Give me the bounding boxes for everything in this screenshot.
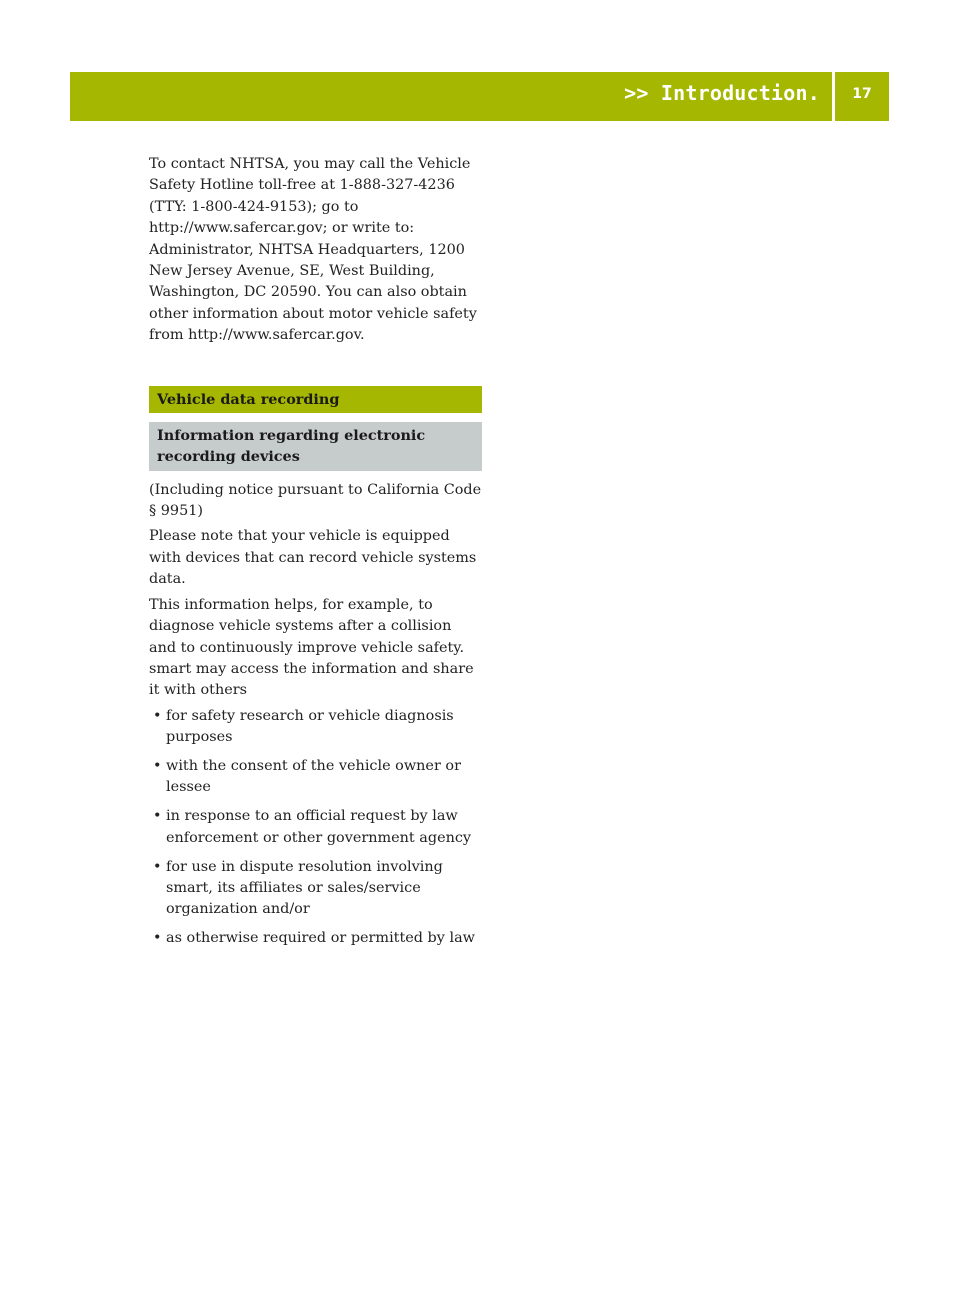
bullet-icon: •	[153, 930, 162, 947]
bullet-icon: •	[153, 707, 162, 724]
section-heading: Vehicle data recording	[149, 386, 482, 413]
list-item-text: with the consent of the vehicle owner or lessee	[166, 758, 461, 796]
page-number: 17	[852, 86, 872, 102]
paragraph-legal-notice: (Including notice pursuant to California Code § 9951)	[149, 481, 482, 520]
bullet-icon: •	[153, 758, 162, 775]
list-item-text: in response to an official request by law enforcement or other government agency	[166, 808, 472, 846]
paragraph-sharing: smart may access the information and share it with others	[149, 660, 474, 699]
list-item-text: for use in dispute resolution involving smart, its affiliates or sales/service organization and/or	[166, 858, 443, 918]
page-number-box	[835, 72, 889, 121]
subsection-heading: Information regarding electronic recording devices	[149, 422, 482, 471]
header-bar	[70, 72, 832, 121]
section-title: >> Introduction.	[624, 81, 820, 105]
list-item	[149, 806, 482, 849]
list-item	[149, 756, 482, 799]
list-item	[149, 928, 482, 949]
list-item-text: as otherwise required or permitted by law	[166, 930, 475, 947]
paragraph-purpose: This information helps, for example, to diagnose vehicle systems after a collision and to continuously improve vehicle safety.	[149, 596, 465, 656]
content-column	[149, 154, 482, 957]
bullet-icon: •	[153, 858, 162, 875]
bullet-icon: •	[153, 808, 162, 825]
bullet-list	[149, 706, 482, 950]
paragraph-devices: Please note that your vehicle is equipped with devices that can record vehicle systems data.	[149, 528, 477, 588]
intro-paragraph: To contact NHTSA, you may call the Vehicle Safety Hotline toll-free at 1-888-327-4236 (TTY: 1-800-424-9153); go to http://www.safercar.gov; or write to: Administrator, NHTSA Headquarters, 1200 New Jersey Avenue, SE, West Building, Washington, DC 20590. You can also obtain other information about motor vehicle safety from http://www.safercar.gov.	[149, 156, 477, 344]
list-item-text: for safety research or vehicle diagnosis purposes	[166, 707, 454, 746]
list-item	[149, 857, 482, 921]
list-item	[149, 706, 482, 749]
